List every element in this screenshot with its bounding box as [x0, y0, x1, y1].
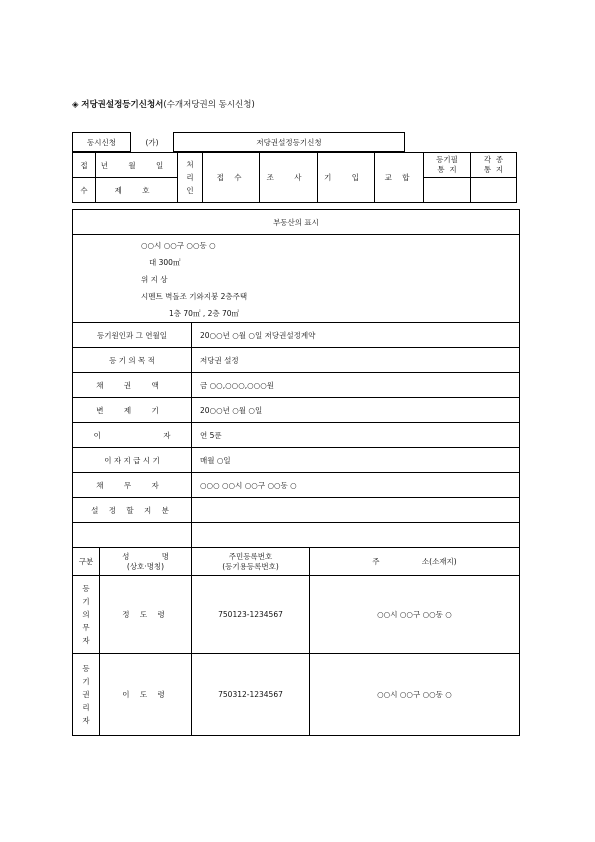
col-completion-notice: 등기필 통 지	[424, 153, 471, 178]
title-subtitle: (수개저당권의 동시신청)	[163, 100, 255, 110]
col-name: 성 명 (상호·명칭)	[100, 548, 192, 576]
role-obligor: 등 기 의 무 자	[73, 576, 100, 654]
col-entry: 기 입	[318, 153, 375, 203]
property-line: 위 지 상	[141, 275, 168, 284]
various-notice-cell	[471, 178, 517, 203]
field-value: ○○○ ○○시 ○○구 ○○동 ○	[192, 473, 520, 498]
col-gubun: 구분	[73, 548, 100, 576]
property-line: ○○시 ○○구 ○○동 ○	[141, 241, 216, 250]
col-investigation: 조 사	[260, 153, 318, 203]
main-table	[72, 209, 520, 736]
number-label: 제 호	[96, 178, 178, 203]
party-id: 750123-1234567	[192, 576, 310, 654]
col-id: 주민등록번호 (등기용등록번호)	[192, 548, 310, 576]
field-value: 매월 ○일	[192, 448, 520, 473]
property-line: 시멘트 벽돌조 기와지붕 2층주택	[141, 292, 248, 301]
party-name: 이 도 령	[100, 654, 192, 736]
su-label: 수	[73, 178, 96, 203]
field-label: 채 권 액	[73, 373, 192, 398]
application-name: 저당권설정등기신청	[174, 133, 405, 152]
field-label: 설 정 할 지 분	[73, 498, 192, 523]
completion-notice-cell	[424, 178, 471, 203]
field-value	[192, 498, 520, 523]
title-bold: 저당권설정등기신청서	[81, 100, 164, 110]
field-value: 20○○년 ○월 ○일 저당권설정계약	[192, 323, 520, 348]
party-name: 정 도 령	[100, 576, 192, 654]
jeop-label: 접	[73, 153, 96, 178]
ga-label: (가)	[131, 133, 174, 152]
field-value: 저당권 설정	[192, 348, 520, 373]
field-label: 이 자	[73, 423, 192, 448]
field-value: 금 ○○,○○○,○○○원	[192, 373, 520, 398]
receipt-table	[72, 152, 517, 203]
property-line: 대 300㎡	[149, 258, 181, 267]
field-label: 등 기 의 목 적	[73, 348, 192, 373]
col-collation: 교 합	[375, 153, 424, 203]
simultaneous-label: 동시신청	[73, 133, 131, 152]
field-label	[73, 523, 192, 548]
field-value: 20○○년 ○월 ○일	[192, 398, 520, 423]
filing-row	[72, 132, 405, 152]
field-label: 채 무 자	[73, 473, 192, 498]
col-address: 주 소(소재지)	[310, 548, 520, 576]
party-id: 750312-1234567	[192, 654, 310, 736]
property-description	[73, 235, 520, 323]
field-label: 변 제 기	[73, 398, 192, 423]
processor-label: 처 리 인	[178, 153, 203, 203]
field-value: 연 5푼	[192, 423, 520, 448]
field-label: 등기원인과 그 연월일	[73, 323, 192, 348]
property-heading: 부동산의 표시	[73, 210, 520, 235]
party-address: ○○시 ○○구 ○○동 ○	[310, 576, 520, 654]
property-line: 1층 70㎡ , 2층 70㎡	[169, 309, 240, 318]
document-title	[72, 98, 255, 110]
field-value	[192, 523, 520, 548]
col-receipt: 접 수	[203, 153, 260, 203]
col-various-notice: 각 종 통 지	[471, 153, 517, 178]
date-label: 년 월 일	[96, 153, 178, 178]
party-address: ○○시 ○○구 ○○동 ○	[310, 654, 520, 736]
diamond-icon: ◈	[72, 100, 79, 110]
role-obligee: 등 기 권 리 자	[73, 654, 100, 736]
field-label: 이 자 지 급 시 기	[73, 448, 192, 473]
